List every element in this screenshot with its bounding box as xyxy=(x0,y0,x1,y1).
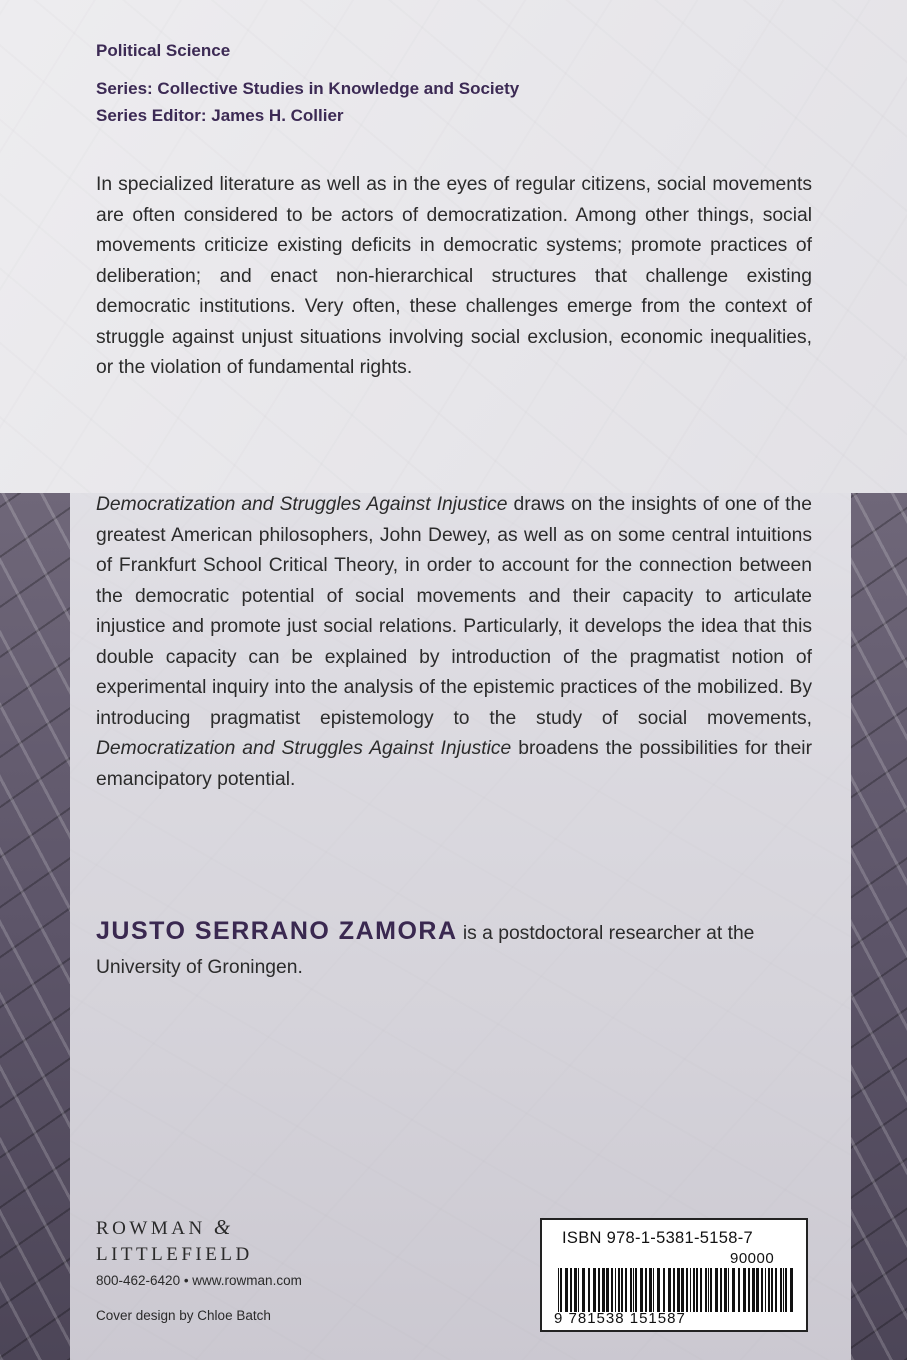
barcode-bar xyxy=(732,1268,735,1312)
barcode-bar xyxy=(686,1268,688,1312)
author-bio-text: is a postdoctoral researcher at the University of Groningen. xyxy=(96,923,755,978)
barcode-bar xyxy=(657,1268,660,1312)
barcode-bar xyxy=(570,1268,572,1312)
barcode-bar xyxy=(645,1268,647,1312)
barcode-bar xyxy=(625,1268,627,1312)
publisher-name-line2: LITTLEFIELD xyxy=(96,1244,253,1265)
barcode-bar xyxy=(673,1268,675,1312)
category-label: Political Science xyxy=(96,41,231,60)
publisher-contact: 800-462-6420 • www.rowman.com xyxy=(96,1273,302,1288)
barcode-bar xyxy=(790,1268,793,1312)
barcode-bar xyxy=(771,1268,773,1312)
barcode-bar xyxy=(677,1268,680,1312)
blurb-paragraph-1: In specialized literature as well as in the eyes of regular citizens, social movements are often considered to be actors of democratization. Among other things, social movements criticize existing deficits in democratic systems; promote practices of deliberation; and enact non-hierarchical structures that challenge existing democratic institutions. Very often, these challenges emerge from the context of struggle against unjust situations involving social exclusion, economic inequalities, or the violation of fundamental rights. xyxy=(96,174,812,378)
barcode-bar xyxy=(765,1268,766,1312)
series-editor-label: Series Editor: James H. Collier xyxy=(96,106,344,125)
barcode-bar xyxy=(663,1268,665,1312)
barcode-bar xyxy=(728,1268,729,1312)
barcode-bar xyxy=(708,1268,709,1312)
barcode-bar xyxy=(668,1268,671,1312)
barcode-bar xyxy=(785,1268,787,1312)
blurb-paragraph-2-body: draws on the insights of one of the greatest American philosophers, John Dewey, as well as on some central intuitions of Frankfurt School Critical Theory, in order to account for the connection between the democratic potential of social movements and their capacity to articulate injustice and promote just social relations. Particularly, it develops the idea that this double capacity can be explained by introduction of the pragmatist notion of experimental inquiry into the analysis of the epistemic practices of the mobilized. By introducing pragmatist epistemology to the study of social movements, xyxy=(96,494,812,729)
barcode-bar xyxy=(653,1268,654,1312)
isbn-barcode-box xyxy=(540,1218,808,1332)
barcode-bar xyxy=(635,1268,637,1312)
isbn-label: ISBN 978-1-5381-5158-7 xyxy=(562,1229,753,1247)
publisher-logo xyxy=(96,1214,253,1268)
barcode-bar xyxy=(582,1268,585,1312)
barcode-bar xyxy=(761,1268,763,1312)
barcode-bar xyxy=(602,1268,605,1312)
publisher-ampersand: & xyxy=(213,1215,231,1239)
barcode-bar xyxy=(705,1268,707,1312)
barcode-bar xyxy=(598,1268,600,1312)
author-name: JUSTO SERRANO ZAMORA xyxy=(96,917,458,945)
barcode-bar xyxy=(752,1268,755,1312)
blurb-paragraph-2 xyxy=(96,490,812,795)
barcode-bar xyxy=(633,1268,634,1312)
barcode-bar xyxy=(640,1268,643,1312)
barcode-bar xyxy=(720,1268,722,1312)
publisher-name-line1: ROWMAN xyxy=(96,1218,206,1239)
barcode-digits: 9 781538 151587 xyxy=(554,1310,686,1327)
barcode-bar xyxy=(560,1268,562,1312)
barcode-bars xyxy=(556,1268,796,1312)
barcode-bar xyxy=(606,1268,609,1312)
cover-design-credit: Cover design by Chloe Batch xyxy=(96,1308,271,1323)
barcode-bar xyxy=(558,1268,559,1312)
barcode-bar xyxy=(693,1268,695,1312)
barcode-bar xyxy=(621,1268,623,1312)
barcode-bar xyxy=(710,1268,712,1312)
barcode-bar xyxy=(696,1268,698,1312)
barcode-bar xyxy=(738,1268,740,1312)
barcode-bar xyxy=(748,1268,750,1312)
barcode-bar xyxy=(565,1268,568,1312)
barcode-bar xyxy=(715,1268,718,1312)
right-photo-strip xyxy=(851,493,907,1360)
barcode-bar xyxy=(649,1268,652,1312)
left-photo-strip xyxy=(0,493,70,1360)
barcode-bar xyxy=(593,1268,596,1312)
barcode-bar xyxy=(780,1268,782,1312)
barcode-bar xyxy=(615,1268,616,1312)
barcode-bar xyxy=(768,1268,770,1312)
barcode-bar xyxy=(630,1268,632,1312)
author-bio xyxy=(96,914,816,985)
barcode-bar xyxy=(700,1268,702,1312)
barcode-bar xyxy=(574,1268,577,1312)
series-label: Series: Collective Studies in Knowledge and Society xyxy=(96,79,520,98)
barcode-bar xyxy=(775,1268,777,1312)
barcode-bar xyxy=(724,1268,727,1312)
barcode-bar xyxy=(611,1268,613,1312)
book-title-italic-repeat: Democratization and Struggles Against Injustice xyxy=(96,738,512,759)
price-code: 90000 xyxy=(730,1250,775,1267)
blurb-paragraph-2-end: broadens the possibilities for their emancipatory potential. xyxy=(96,738,812,790)
barcode-bar xyxy=(588,1268,590,1312)
barcode-bar xyxy=(783,1268,784,1312)
barcode-bar xyxy=(690,1268,691,1312)
barcode-bar xyxy=(578,1268,579,1312)
book-title-italic: Democratization and Struggles Against Injustice xyxy=(96,494,508,515)
barcode-bar xyxy=(618,1268,620,1312)
barcode-bar xyxy=(681,1268,684,1312)
barcode-bar xyxy=(743,1268,746,1312)
barcode-bar xyxy=(756,1268,759,1312)
